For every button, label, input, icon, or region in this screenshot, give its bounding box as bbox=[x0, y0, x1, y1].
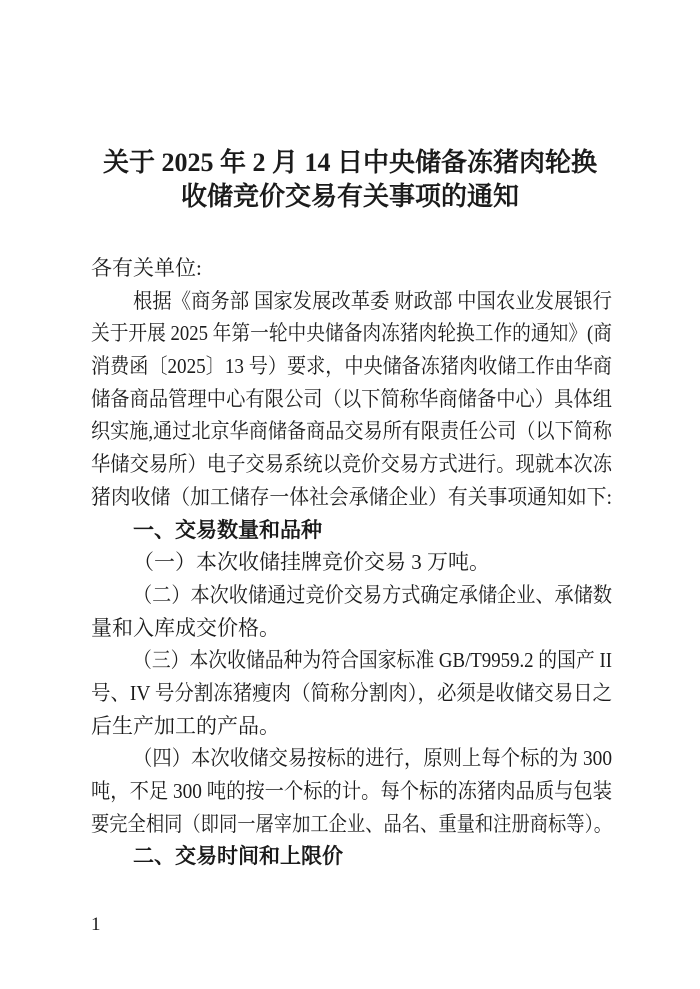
line-text: 一、交易数量和品种 bbox=[133, 518, 322, 542]
line-text: 消费函〔2025〕13 号）要求，中央储备冻猪肉收储工作由华商 bbox=[91, 354, 612, 379]
title-text-1: 关于 2025 年 2 月 14 日中央储备冻猪肉轮换 bbox=[102, 148, 597, 177]
line-text: 量和入库成交价格。 bbox=[91, 615, 280, 640]
body-line bbox=[91, 546, 612, 579]
body-line bbox=[91, 317, 612, 350]
line-text: 二、交易时间和上限价 bbox=[133, 845, 343, 869]
section-heading bbox=[91, 840, 612, 873]
body-line bbox=[91, 448, 612, 481]
body-line bbox=[91, 350, 612, 383]
title-line-1 bbox=[54, 146, 646, 180]
line-text: 储备商品管理中心有限公司（以下简称华商储备中心）具体组 bbox=[91, 386, 612, 411]
body-line bbox=[91, 808, 612, 841]
line-text: 猪肉收储（加工储存一体社会承储企业）有关事项通知如下: bbox=[91, 484, 612, 509]
page-number: 1 bbox=[91, 914, 101, 935]
body-line bbox=[91, 644, 612, 677]
line-text: 各有关单位: bbox=[91, 256, 202, 280]
line-text: 织实施,通过北京华商储备商品交易所有限责任公司（以下简称 bbox=[91, 419, 612, 444]
line-text: 吨，不足 300 吨的按一个标的计。每个标的冻猪肉品质与包装 bbox=[91, 779, 612, 803]
body-line bbox=[91, 742, 612, 775]
body-line bbox=[91, 285, 612, 318]
line-text: （一）本次收储挂牌竞价交易 3 万吨。 bbox=[133, 550, 490, 575]
line-text: （二）本次收储通过竞价交易方式确定承储企业、承储数 bbox=[133, 582, 612, 607]
body-line bbox=[91, 383, 612, 416]
body-line bbox=[91, 579, 612, 612]
body-line bbox=[91, 677, 612, 710]
line-text: 关于开展 2025 年第一轮中央储备肉冻猪肉轮换工作的通知》(商 bbox=[91, 321, 612, 346]
body-line bbox=[91, 710, 612, 743]
document-title bbox=[54, 146, 646, 214]
body-line bbox=[91, 415, 612, 448]
title-line-2 bbox=[54, 180, 646, 214]
line-text: 华储交易所）电子交易系统以竞价交易方式进行。现就本次冻 bbox=[91, 452, 612, 477]
body-line bbox=[91, 252, 612, 285]
line-text: 要完全相同（即同一屠宰加工企业、品名、重量和注册商标等）。 bbox=[91, 811, 612, 836]
section-heading bbox=[91, 514, 612, 547]
line-text: （三）本次收储品种为符合国家标准 GB/T9959.2 的国产 II bbox=[133, 648, 612, 673]
document-body bbox=[91, 252, 612, 873]
body-line bbox=[91, 775, 612, 808]
line-text: 根据《商务部 国家发展改革委 财政部 中国农业发展银行 bbox=[133, 288, 612, 313]
title-text-2: 收储竞价交易有关事项的通知 bbox=[180, 182, 519, 211]
line-text: 后生产加工的产品。 bbox=[91, 713, 280, 738]
line-text: 号、IV 号分割冻猪瘦肉（简称分割肉），必须是收储交易日之 bbox=[91, 680, 612, 705]
body-line bbox=[91, 612, 612, 645]
body-line bbox=[91, 481, 612, 514]
line-text: （四）本次收储交易按标的进行，原则上每个标的为 300 bbox=[133, 746, 612, 771]
